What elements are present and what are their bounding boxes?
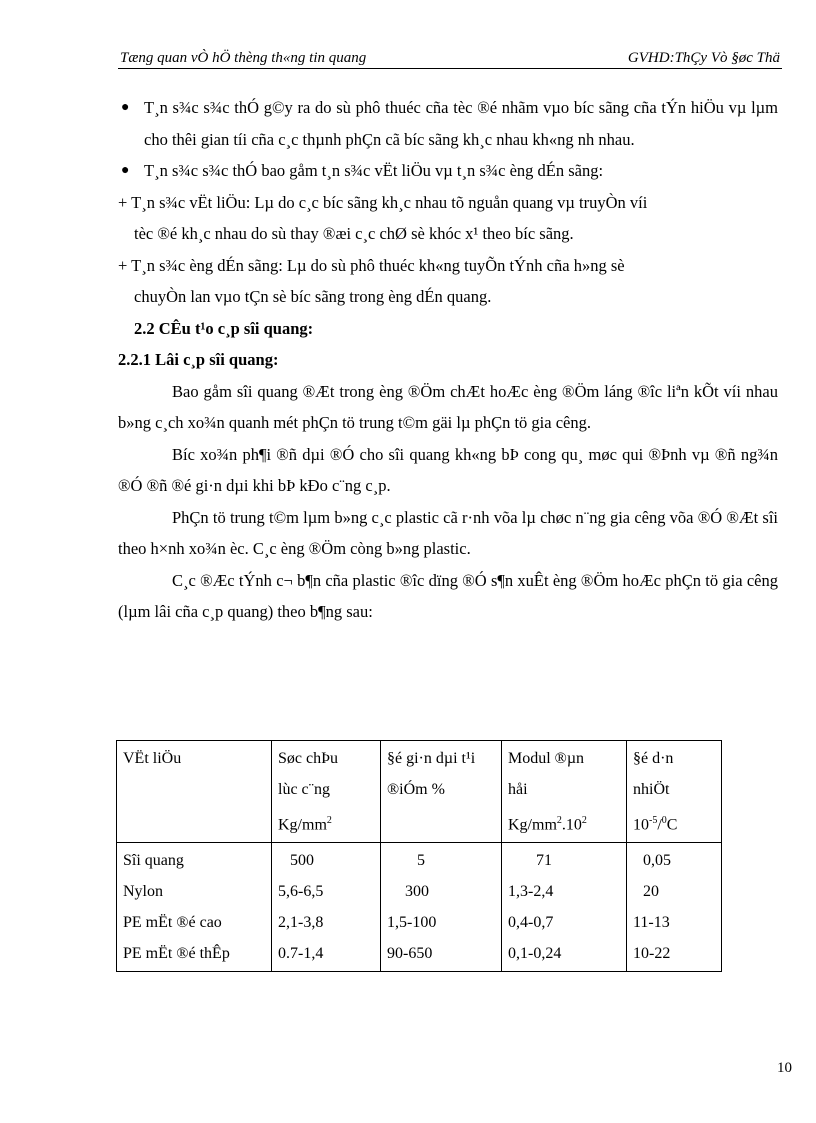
plus-item-first: + T¸n s¾c èng dÉn sãng: Lµ do sù phô thuéc kh«ng tuyÕn tÝnh cña h»ng sè (118, 255, 625, 275)
bullet-icon: ● (121, 163, 130, 178)
table-cell: 1,5-100 (387, 914, 437, 932)
header-title: Tæng quan vÒ hÖ thèng th«ng tin quang (120, 50, 367, 66)
plus-item-rest: tèc ®é kh¸c nhau do sù thay ®æi c¸c chØ sè khóc x¹ theo bíc sãng. (134, 224, 574, 243)
bullet-icon: ● (121, 100, 130, 115)
material-column (117, 843, 272, 972)
table-cell: 20 (643, 883, 659, 901)
bullet-text: T¸n s¾c s¾c thÓ g©y ra do sù phô thuéc cña tèc ®é nhãm vµo bíc sãng cña tÝn hiÖu vµ lµm cho thêi gian tíi cña c¸c thµnh phÇn cã bíc sãng kh¸c nhau kh«ng nh nhau. (144, 98, 778, 149)
table-cell: 10-22 (633, 945, 671, 963)
header-modulus: Modul ®µn håi $Kg/mm^2.10^2$ (502, 741, 627, 843)
plus-item-rest: chuyÒn lan vµo tÇn sè bíc sãng trong èng dÉn quang. (134, 287, 492, 306)
bullet-text: T¸n s¾c s¾c thÓ bao gåm t¸n s¾c vËt liÖu vµ t¸n s¾c èng dÉn sãng: (144, 161, 604, 180)
header-strength: Søc chÞu lùc c¨ng $Kg/mm^2$ (272, 741, 381, 843)
table-cell: 90-650 (387, 945, 433, 963)
bullet-item (118, 92, 778, 155)
strength-column (272, 843, 381, 972)
modulus-column (502, 843, 627, 972)
plus-item (118, 187, 778, 250)
page-header (118, 48, 782, 69)
plus-item (118, 250, 778, 313)
paragraph: Bíc xo¾n ph¶i ®ñ dµi ®Ó cho sîi quang kh«ng bÞ cong qu¸ møc qui ®Þnh vµ ®ñ ng¾n ®Ó ®ñ ®é gi·n dµi khi bÞ kÐo c¨ng c¸p. (118, 444, 778, 495)
table-cell: 71 (536, 852, 552, 870)
expansion-column (627, 843, 722, 972)
table-body-row (117, 843, 722, 972)
table-cell: Sîi quang (123, 852, 184, 870)
header-material: VËt liÖu (117, 741, 272, 843)
paragraph: Bao gåm sîi quang ®Æt trong èng ®Öm chÆt hoÆc èng ®Öm láng ®îc liªn kÕt víi nhau b»ng c¸ch xo¾n quanh mét phÇn tö trung t©m gäi lµ phÇn tö gia cêng. (118, 381, 778, 432)
table-cell: 5 (417, 852, 425, 870)
materials-table (116, 740, 722, 972)
table-header-row (117, 741, 722, 843)
table-cell: Nylon (123, 883, 163, 901)
header-elongation: §é gi·n dµi t¹i ®iÓm % (381, 741, 502, 843)
table-cell: 500 (290, 852, 314, 870)
table-cell: 300 (405, 883, 429, 901)
table-cell: 2,1-3,8 (278, 914, 324, 932)
subsection-heading: 2.2.1 Lâi c¸p sîi quang: (118, 350, 279, 369)
table-cell: 5,6-6,5 (278, 883, 324, 901)
paragraph: C¸c ®Æc tÝnh c¬ b¶n cña plastic ®îc dïng ®Ó s¶n xuÊt èng ®Öm hoÆc phÇn tö gia cêng (lµm lâi cña c¸p quang) theo b¶ng sau: (118, 570, 778, 621)
table-cell: PE mËt ®é thÊp (123, 945, 230, 963)
header-expansion: §é d·n nhiÖt $10^{-5}/^0C$ (627, 741, 722, 843)
paragraph: PhÇn tö trung t©m lµm b»ng c¸c plastic cã r·nh võa lµ chøc n¨ng gia cêng võa ®Ó ®Æt sîi theo h×nh xo¾n èc. C¸c èng ®Öm còng b»ng plastic. (118, 507, 778, 558)
table-cell: 0,4-0,7 (508, 914, 554, 932)
table-cell: 11-13 (633, 914, 670, 932)
section-heading: 2.2 CÊu t¹o c¸p sîi quang: (134, 318, 314, 338)
bullet-item (118, 155, 778, 187)
plus-item-first: + T¸n s¾c vËt liÖu: Lµ do c¸c bíc sãng kh¸c nhau tõ nguån quang vµ truyÒn víi (118, 192, 648, 212)
table-cell: PE mËt ®é cao (123, 914, 222, 932)
page-number: 10 (777, 1060, 792, 1076)
table-cell: 1,3-2,4 (508, 883, 554, 901)
elongation-column (381, 843, 502, 972)
table-cell: 0.7-1,4 (278, 945, 324, 963)
table-cell: 0,05 (643, 852, 671, 870)
table-cell: 0,1-0,24 (508, 945, 562, 963)
header-supervisor: GVHD:ThÇy Vò §øc Thä (627, 50, 780, 66)
document-body (118, 92, 778, 628)
